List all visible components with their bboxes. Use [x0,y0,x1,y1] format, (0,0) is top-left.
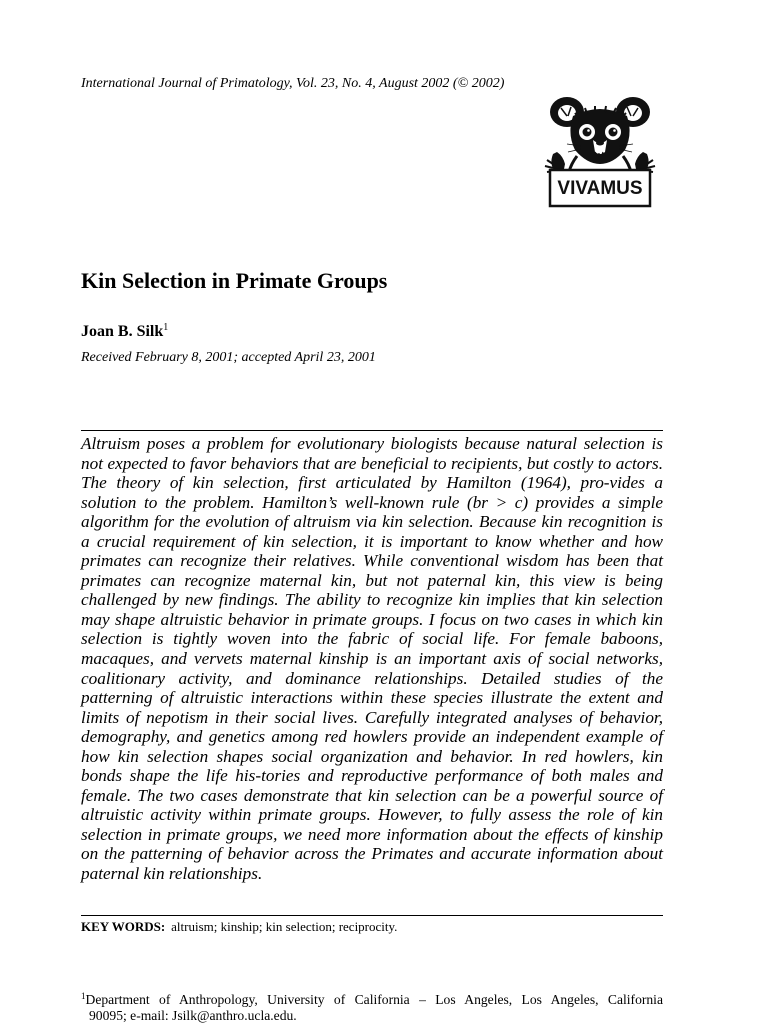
journal-citation: International Journal of Primatology, Vol. 23, No. 4, August 2002 (© 2002) [81,76,505,91]
aye-aye-mascot-icon [541,94,659,208]
keywords [81,919,397,935]
affiliation-footnote [81,988,663,1024]
footnote-mark: 1 [81,991,86,1001]
author-footnote-mark: 1 [163,322,169,333]
abstract: Altruism poses a problem for evolutionary biologists because natural selection is not expected to favor behaviors that are beneficial to recipients, but costly to actors. The theory of kin selection, first articulated by Hamilton (1964), pro-vides a solution to the problem. Hamilton’s well-known rule (br > c) provides a simple algorithm for the evolution of altruism via kin selection. Because kin recognition is a crucial requirement of kin selection, it is important to know whether and how primates can recognize their relatives. While conventional wisdom has been that primates can recognize maternal kin, but not paternal kin, this view is being challenged by new findings. The ability to recognize kin implies that kin selection may shape altruistic behavior in primate groups. I focus on two cases in which kin selection is tightly woven into the fabric of social life. For female baboons, macaques, and vervets maternal kinship is an important axis of social networks, coalitionary activity, and dominance relationships. Detailed studies of the patterning of altruistic interactions within these species illustrate the extent and limits of nepotism in their social lives. Carefully integrated analyses of behavior, demography, and genetics among red howlers provide an independent example of how kin selection shapes social organization and behavior. In red howlers, kin bonds shape the life his-tories and reproductive performance of both males and female. The two cases demonstrate that kin selection can be a powerful source of altruistic activity within primate groups. However, to fully assess the role of kin selection in primate groups, we need more information about the effects of kinship on the patterning of behavior across the Primates and accurate information about paternal kin relationships. [81,434,663,884]
vivamus-logo [541,94,659,208]
footnote-affiliation: Department of Anthropology, University of California – Los Angeles, Los Angeles, California [85,992,663,1007]
received-dates: Received February 8, 2001; accepted April 23, 2001 [81,350,376,365]
logo-sign-text: VIVAMUS [557,178,643,199]
author-line [81,322,168,341]
abstract-bottom-rule [81,915,663,916]
abstract-top-rule [81,430,663,431]
article-title: Kin Selection in Primate Groups [81,268,388,293]
author-name: Joan B. Silk [81,323,164,340]
keywords-list: altruism; kinship; kin selection; reciprocity. [171,919,398,934]
keywords-label: KEY WORDS: [81,919,166,934]
footnote-line-2: 90095; e-mail: Jsilk@anthro.ucla.edu. [89,1008,297,1023]
footnote-line-1 [81,988,663,1008]
